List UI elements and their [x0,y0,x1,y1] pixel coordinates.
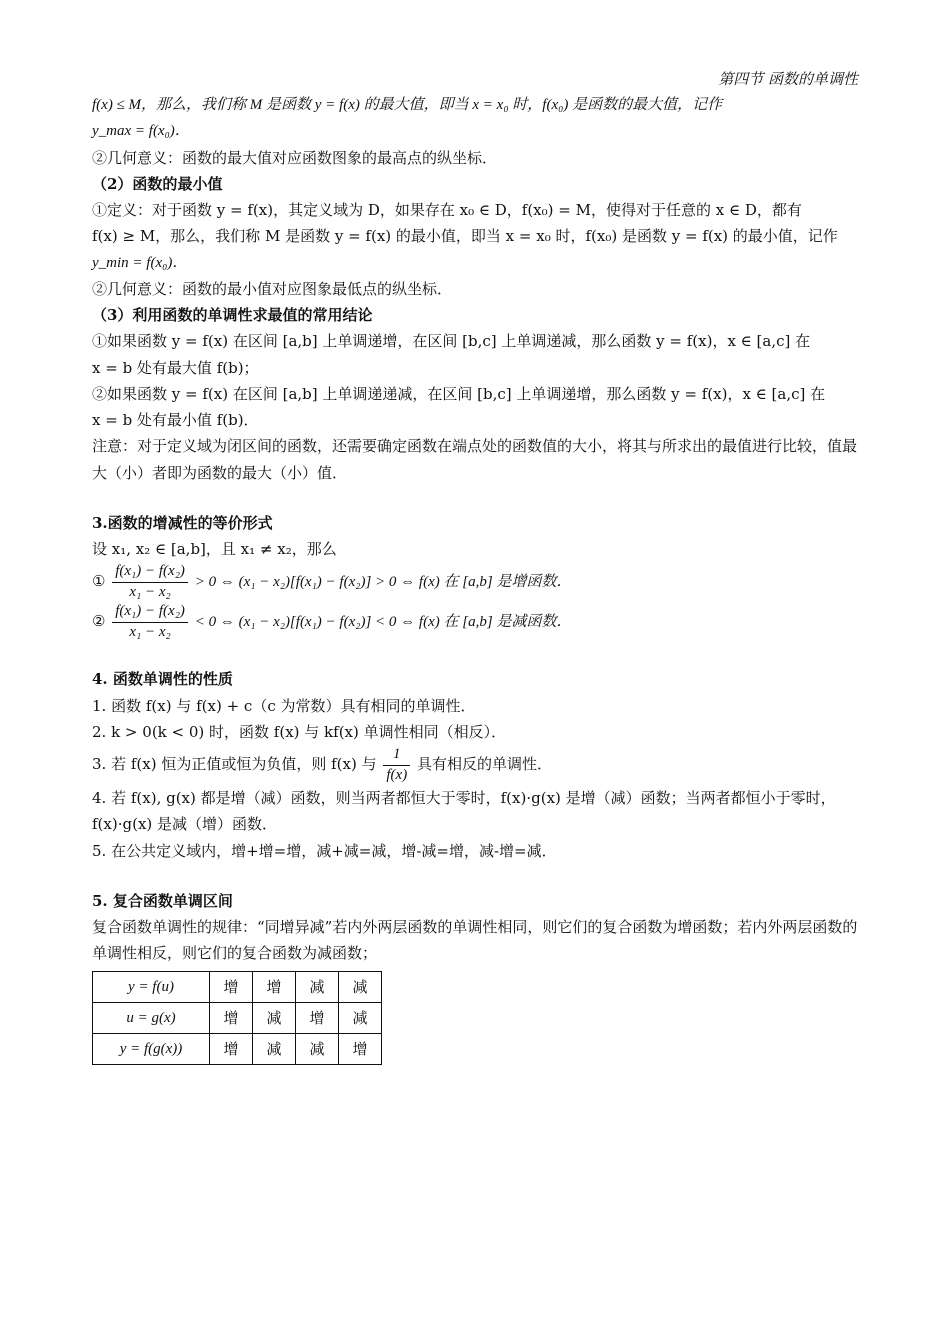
table-row [93,971,382,1002]
max-line-1: f(x) ≤ M，那么，我们称 M 是函数 y = f(x) 的最大值，即当 x = x₀ 时，f(x₀) 是函数的最大值，记作 [92,97,723,113]
fraction-3-num: 1 [383,745,410,766]
section-5-desc: 复合函数单调性的规律：“同增异减”若内外两层函数的单调性相同，则它们的复合函数为增函数；若内外两层函数的单调性相反，则它们的复合函数为减函数； [92,918,858,963]
monotonicity-table [92,971,382,1066]
conclusion-1a: ①如果函数 y = f(x) 在区间 [a,b] 上单调递增，在区间 [b,c] 上单调递减，那么函数 y = f(x)，x ∈ [a,c] 在 [92,332,811,351]
table-cell: 减 [339,971,382,1002]
fraction-3-den: f(x) [386,766,408,783]
table-cell: 减 [253,1002,296,1033]
table-cell: 减 [296,1034,339,1065]
page-header: 第四节 函数的单调性 [718,70,858,88]
section-4-title: 4. 函数单调性的性质 [92,670,233,689]
min-def-1: ①定义：对于函数 y = f(x)，其定义域为 D，如果存在 x₀ ∈ D，f(x₀) = M，使得对于任意的 x ∈ D，都有 [92,201,802,219]
fraction-2-den: x₁ − x₂ [129,623,171,640]
circle-two: ② [92,612,106,631]
table-cell: 增 [210,1034,253,1065]
fraction-1-den: x₁ − x₂ [129,583,171,600]
fraction-1-num: f(x₁) − f(x₂) [112,562,188,583]
row-head: y = f(g(x)) [93,1034,210,1065]
max-geo: ②几何意义：函数的最大值对应函数图象的最高点的纵坐标． [92,148,498,167]
property-3-a: 3. 若 f(x) 恒为正值或恒为负值，则 f(x) 与 [92,755,377,773]
formula-increasing [92,562,858,602]
table-cell: 减 [339,1002,382,1033]
conclusion-2b: x = b 处有最小值 f(b)． [92,411,259,429]
row-head: u = g(x) [93,1002,210,1033]
table-row [93,1034,382,1065]
table-cell: 减 [253,1034,296,1065]
conclusion-note: 注意：对于定义域为闭区间的函数，还需要确定函数在端点处的函数值的大小，将其与所求出的最值进行比较，值最大（小）者即为函数的最大（小）值． [92,437,858,482]
section-3-intro: 设 x₁, x₂ ∈ [a,b]，且 x₁ ≠ x₂，那么 [92,540,337,558]
table-cell: 增 [210,971,253,1002]
fraction-1 [112,562,188,602]
min-def-3: y_min = f(x₀)． [92,254,188,271]
row-head: y = f(u) [93,971,210,1002]
property-3-b: 具有相反的单调性． [416,755,552,773]
formula-decreasing-rest: < 0 ⇔ (x₁ − x₂)[f(x₁) − f(x₂)] < 0 ⇔ f(x) 在 [a,b] 是减函数． [194,614,572,631]
conclusion-1b: x = b 处有最大值 f(b)； [92,358,259,377]
section-5-title: 5. 复合函数单调区间 [92,891,233,910]
property-4: 4. 若 f(x), g(x) 都是增（减）函数，则当两者都恒大于零时，f(x)·g(x) 是增（减）函数；当两者都恒小于零时，f(x)·g(x) 是减（增）函数． [92,789,836,834]
content [92,92,858,1065]
fraction-3 [383,745,410,785]
max-line-2: y_max = f(x₀)． [92,123,190,140]
min-title: （2）函数的最小值 [92,174,223,193]
fraction-2-num: f(x₁) − f(x₂) [112,602,188,623]
property-2: 2. k > 0(k < 0) 时，函数 f(x) 与 kf(x) 单调性相同（相反）． [92,722,507,741]
formula-decreasing [92,602,858,642]
formula-increasing-rest: > 0 ⇔ (x₁ − x₂)[f(x₁) − f(x₂)] > 0 ⇔ f(x) 在 [a,b] 是增函数． [194,574,572,591]
min-geo: ②几何意义：函数的最小值对应图象最低点的纵坐标． [92,279,453,298]
section-3-title: 3.函数的增减性的等价形式 [92,513,273,532]
fraction-2 [112,602,188,642]
table-cell: 增 [339,1034,382,1065]
circle-one: ① [92,572,106,591]
table-cell: 增 [210,1002,253,1033]
table-cell: 增 [253,971,296,1002]
min-def-2: f(x) ≥ M，那么，我们称 M 是函数 y = f(x) 的最小值，即当 x = x₀ 时，f(x₀) 是函数 y = f(x) 的最小值，记作 [92,227,838,246]
table-cell: 增 [296,1002,339,1033]
conclusion-2a: ②如果函数 y = f(x) 在区间 [a,b] 上单调递递减，在区间 [b,c] 上单调递增，那么函数 y = f(x)，x ∈ [a,c] 在 [92,384,826,403]
table-row [93,1002,382,1033]
property-5: 5. 在公共定义域内，增+增=增，减+减=减，增-减=增，减-增=减． [92,841,557,860]
conclusion-title: （3）利用函数的单调性求最值的常用结论 [92,306,373,324]
table-cell: 减 [296,971,339,1002]
property-3 [92,745,858,785]
property-1: 1. 函数 f(x) 与 f(x) + c（c 为常数）具有相同的单调性． [92,696,476,715]
